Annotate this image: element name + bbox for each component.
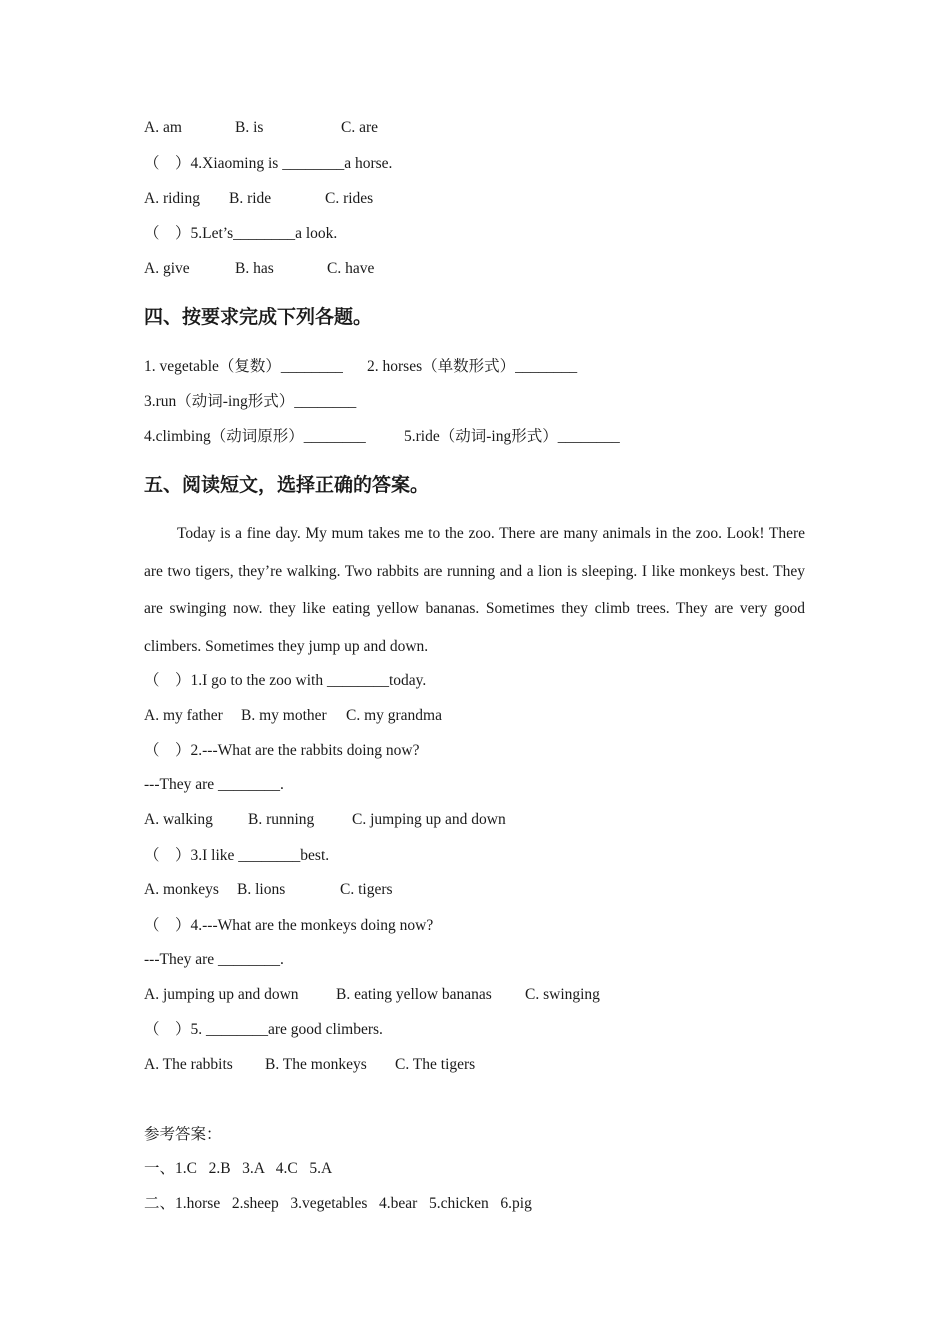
option-a: A. jumping up and down [144,986,299,1003]
option-b: B. is [235,119,264,136]
option-a: A. walking [144,811,213,828]
option-a: A. give [144,260,190,277]
option-a: A. riding [144,190,200,207]
part4-item3: 3.run（动词-ing形式）________ [144,393,357,410]
option-a: A. am [144,119,182,136]
option-c: C. my grandma [346,707,442,724]
part4-item5: 5.ride（动词-ing形式）________ [404,428,620,445]
option-b: B. The monkeys [265,1056,367,1073]
option-b: B. lions [237,881,286,898]
option-a: A. monkeys [144,881,219,898]
option-b: B. has [235,260,274,277]
answers-part1: 一、1.C 2.B 3.A 4.C 5.A [144,1160,333,1177]
answers-title: 参考答案： [144,1126,222,1143]
part5-q4: （ ）4.---What are the monkeys doing now? [144,917,434,934]
option-c: C. rides [325,190,374,207]
part5-q4-answer-line: ---They are ________. [144,951,284,968]
part5-q5: （ ）5. ________are good climbers. [144,1021,383,1038]
option-b: B. ride [229,190,272,207]
reading-passage: Today is a fine day. My mum takes me to the zoo. There are many animals in the zoo. Look! There are two tigers, they’re walking. Two rabbits are running and a lion is sleeping. I like monkeys best. They are swinging now. they like eating yellow bananas. Sometimes they climb trees. They are very good climbers. Sometimes they jump up and down. [144,525,805,655]
option-c: C. jumping up and down [352,811,506,828]
option-a: A. The rabbits [144,1056,233,1073]
option-c: C. The tigers [395,1056,476,1073]
option-a: A. my father [144,707,223,724]
option-c: C. tigers [340,881,393,898]
part4-item4: 4.climbing（动词原形）________ [144,428,366,445]
option-b: B. my mother [241,707,327,724]
option-c: C. have [327,260,375,277]
part3-q4: （ ）4.Xiaoming is ________a horse. [144,155,393,172]
part5-heading: 五、阅读短文，选择正确的答案。 [144,474,430,496]
part4-heading: 四、按要求完成下列各题。 [144,306,373,328]
part5-q3: （ ）3.I like ________best. [144,847,330,864]
option-b: B. running [248,811,315,828]
option-b: B. eating yellow bananas [336,986,492,1003]
part5-q1: （ ）1.I go to the zoo with ________today. [144,672,427,689]
part5-q2: （ ）2.---What are the rabbits doing now? [144,742,420,759]
answers-part2: 二、1.horse 2.sheep 3.vegetables 4.bear 5.chicken 6.pig [144,1195,532,1212]
part4-item1: 1. vegetable（复数）________ [144,358,343,375]
part3-q5: （ ）5.Let’s________a look. [144,225,338,242]
part5-q2-answer-line: ---They are ________. [144,776,284,793]
option-c: C. are [341,119,379,136]
part4-item2: 2. horses（单数形式）________ [367,358,578,375]
option-c: C. swinging [525,986,600,1003]
